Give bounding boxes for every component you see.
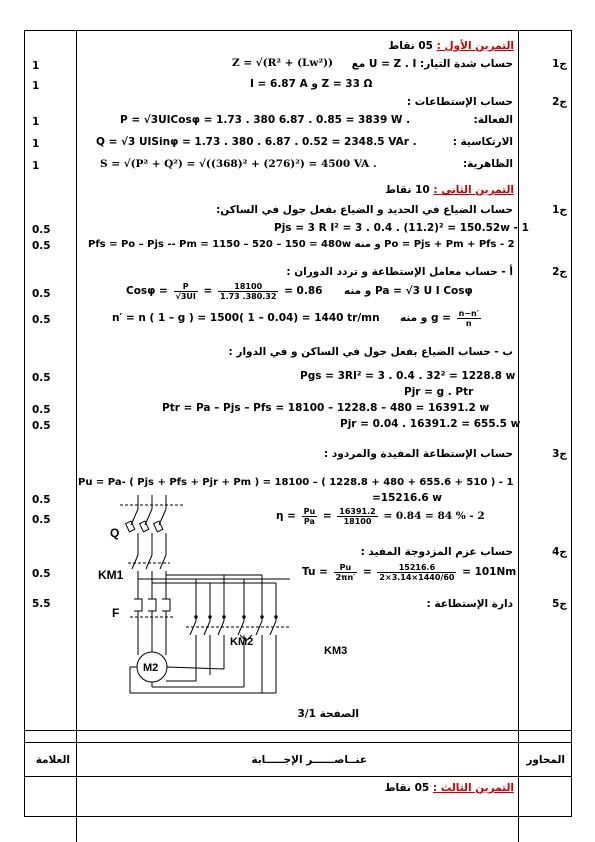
ex2-q2-text: أ - حساب معامل الإستطاعة و تردد الدوران : [286,266,513,278]
ex2-q3-text: حساب الإستطاعة المفيدة والمردود : [324,448,513,460]
cos-fraction-2 [218,282,278,301]
ex2-pjr-def: Pjr = g . Ptr [404,386,474,398]
km1-label: KM1 [98,568,124,582]
bottom-stub-right [518,817,519,842]
ex2-speed-formula: n′ = n ( 1 – g ) = 1500( 1 – 0.04) = 1440 tr/mn [112,312,380,324]
eta-frac2-denominator: 18100 [343,516,372,526]
ex2-score: 0.5 [32,314,51,326]
ex2-q3-label: ج3 [552,448,567,460]
cos-eq: = [203,285,213,297]
ex3-title: التمرين الثالث : [432,782,514,794]
ex2-score: 5.5 [32,598,51,610]
ex2-q4-text: حساب عزم المزدوجة المفيد : [360,546,513,558]
ex1-q1-result: I = 6.87 A و Z = 33 Ω [250,78,373,90]
ex2-q2-label: ج2 [552,266,567,278]
table-header-grade: العلامة [35,754,70,766]
ex1-points: 05 نقاط [388,40,433,52]
ex2-q1-line1: Pjs = 3 R I² = 3 . 0.4 . (11.2)² = 150.52w - 1 [274,222,529,234]
ex1-active-label: الفعالة: [473,114,513,126]
tu-left: Tu = [302,566,328,578]
g-frac-numerator: n−n′ [458,308,479,318]
ex2-heading [385,184,514,197]
ex2-score: 0.5 [32,240,51,252]
ex1-title: التمرين الأول : [436,40,514,52]
ex2-ptr: Ptr = Pa – Pjs – Pfs = 18100 – 1228.8 – 480 = 16391.2 w [162,402,490,414]
ex3-heading [385,782,514,795]
eta-fraction-2 [337,507,377,526]
ex2-points: 10 نقاط [385,184,430,196]
tu-frac2-numerator: 15216.6 [377,563,456,573]
cos-frac-numerator: P [174,282,198,292]
eta-frac-numerator: Pu [303,506,316,516]
ex2-score: 0.5 [32,224,51,236]
ex1-q2-text: حساب الإستطاعات : [406,96,513,108]
cos-frac-denominator: √3UI [175,291,196,301]
ex2-score: 0.5 [32,404,51,416]
page-footer-divider [24,730,572,731]
g-fraction [457,309,481,328]
ex1-score: 1 [32,160,40,172]
ex2-q5-text: دارة الإستطاعة : [426,598,513,610]
cos-frac2-numerator: 18100 [218,282,278,292]
q-switch-2 [140,509,152,555]
g-frac-denominator: n [465,318,472,328]
ex2-score: 0.5 [32,372,51,384]
q-switch-1 [126,509,138,555]
ex2-q1-text: حساب الضياع في الحديد و الضياع بفعل جول في الساكن: [216,204,513,216]
table-header-answers: عنــاصــــــر الإجـــــابة [251,754,367,766]
ex1-apparent-label: الظاهرية: [462,158,513,170]
q-switch-3 [154,509,166,555]
ex1-active-formula: P = √3UICosφ = 1.73 . 380 6.87 . 0.85 = 3839 W . [120,114,411,126]
ex1-heading [388,40,514,53]
tu-frac-numerator: Pu [334,563,358,573]
tu-eq: = [362,566,372,578]
eta-frac2-numerator: 16391.2 [339,506,376,516]
ex2-pu-result: =15216.6 w [372,492,442,504]
ex2-q4-label: ج4 [552,546,567,558]
ex2-pgs: Pgs = 3RI² = 3 . 0.4 . 32² = 1228.8 w [300,370,516,382]
eta-left: η = [276,510,296,522]
table-header-axes: المحاور [526,754,565,766]
ex2-pjr: Pjr = 0.04 . 16391.2 = 655.5 w [340,418,521,430]
ex1-apparent-formula: S = √(P² + Q²) = √((368)² + (276)²) = 4500 VA . [100,158,377,170]
ex1-q1-label: ج1 [552,58,567,70]
cos-result: = 0.86 [284,285,323,297]
ex1-reactive-label: الارتكاسية : [452,136,513,148]
ex2-q2b-text: ب - حساب الضياع بفعل جول في الساكن و في الدوار : [228,346,513,358]
table-header-line [24,742,572,743]
ex2-score: 0.5 [32,568,51,580]
eta-eq: = [322,510,332,522]
ex3-points: 05 نقاط [384,782,430,794]
ex1-q2-label: ج2 [552,96,567,108]
ex1-score: 1 [32,116,40,128]
ex2-g-formula [400,307,483,329]
ex2-title: التمرين الثاني : [433,184,514,196]
table-header-bottom-line [24,776,572,777]
ex1-score: 1 [32,80,40,92]
ex1-q1-formula: Z = √(R² + (Lw²)) [232,57,334,69]
eta-frac-denominator: Pa [303,516,315,526]
ex2-score: 0.5 [32,514,51,526]
ex2-q1-line2: Pfs = Po – Pjs -- Pm = 1150 – 520 – 150 = 480w و منه Po = Pjs + Pm + Pfs - 2 [88,239,515,250]
ex2-cos-right: و منه Pa = √3 U I Cosφ [344,285,473,297]
ex2-pu-line: Pu = Pa- ( Pjs + Pfs + Pjr + Pm ) = 18100 – ( 1228.8 + 480 + 655.6 + 510 ) - 1 [78,477,514,488]
q-label: Q [110,526,120,540]
motor-label: M2 [143,662,159,674]
eta-result: = 0.84 = 84 % - 2 [383,510,485,522]
cos-fraction [174,282,198,301]
ex2-score: 0.5 [32,494,51,506]
f-label: F [112,606,120,620]
page-number: الصفحة 3/1 [297,708,359,720]
speed-right: و منه [400,312,428,324]
ex2-score: 0.5 [32,420,51,432]
tu-result: = 101Nm [462,566,517,578]
ex2-q1-label: ج1 [552,204,567,216]
km3-label: KM3 [324,645,348,657]
ex2-q5-label: ج5 [552,598,567,610]
cos-frac2-denominator: 1.73 .380.32 [220,291,277,301]
g-left: g = [431,312,451,324]
tu-frac2-denominator: 2×3.14×1440/60 [379,572,455,582]
cos-left: Cosφ = [126,285,168,297]
left-column-divider [76,30,77,817]
km2-label: KM2 [230,636,254,648]
ex2-cos-formula [126,280,322,302]
ex1-reactive-formula: Q = √3 UISinφ = 1.73 . 380 . 6.87 . 0.52 = 2348.5 VAr . [96,136,417,148]
ex1-score: 1 [32,138,40,150]
ex1-q1-text: حساب شدة التيار: U = Z . I مع [351,58,513,70]
ex2-score: 0.5 [32,288,51,300]
tu-fraction-2 [377,563,456,582]
tu-frac-denominator: 2πn′ [335,572,356,582]
bottom-stub-left [76,817,77,842]
ex1-score: 1 [32,60,40,72]
